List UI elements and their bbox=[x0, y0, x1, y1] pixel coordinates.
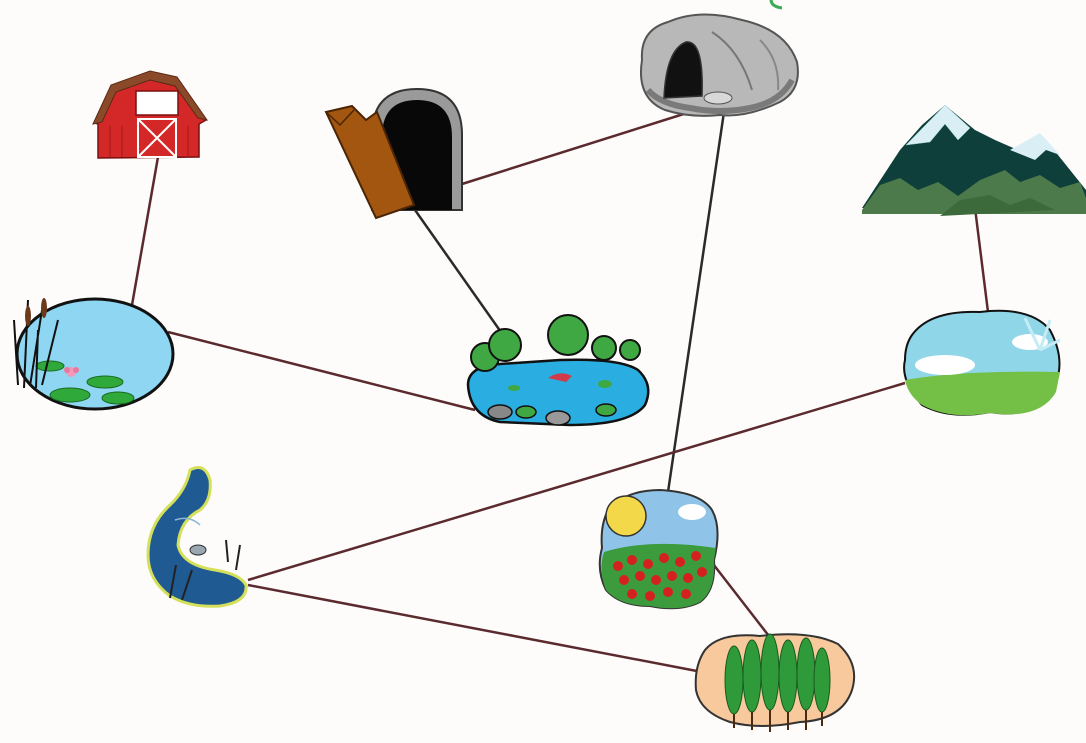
edge-flower-field-forest bbox=[710, 560, 772, 640]
edge-cave-flower-field bbox=[668, 112, 724, 492]
meadow-sky-icon[interactable] bbox=[904, 311, 1060, 415]
forest-icon[interactable] bbox=[696, 634, 854, 732]
stream-icon[interactable] bbox=[148, 468, 246, 607]
edge-mountains-meadow bbox=[975, 208, 988, 312]
barn-icon[interactable] bbox=[93, 71, 207, 158]
cave-icon[interactable] bbox=[641, 14, 798, 115]
tunnel-door-icon[interactable] bbox=[326, 89, 462, 218]
edge-barn-lily-pond bbox=[132, 157, 158, 305]
lily-pond-icon[interactable] bbox=[14, 298, 173, 409]
edge-door-cave bbox=[462, 112, 690, 184]
mountains-icon[interactable] bbox=[862, 105, 1086, 216]
edge-door-pond bbox=[415, 210, 508, 342]
edge-lily-pond-pond bbox=[168, 332, 475, 410]
pond-icon[interactable] bbox=[468, 315, 648, 425]
flower-field-icon[interactable] bbox=[600, 490, 718, 608]
partial-glyph bbox=[771, 0, 782, 8]
